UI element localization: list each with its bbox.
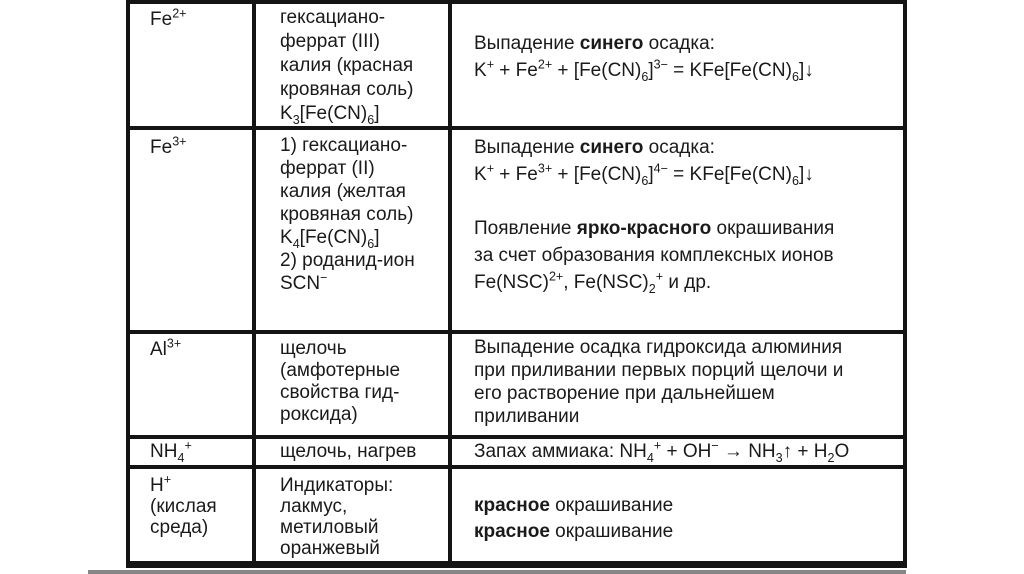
- text-line: Запах аммиака: $NH_4^+ + OH^-$ → $NH_3↑ + H_2O$: [474, 439, 850, 465]
- text-line: феррат (III): [280, 31, 380, 52]
- text-line: $K_4[Fe(CN)_6]$: [280, 227, 380, 251]
- text-line: (кислая: [150, 496, 217, 517]
- text-line: SCN−: [280, 270, 328, 294]
- text-line: красное окрашивание: [474, 495, 674, 516]
- text-line: Появление ярко-красного окрашивания: [474, 218, 835, 239]
- text-line: красное окрашивание: [474, 521, 674, 542]
- text-line: его растворение при дальнейшем: [474, 383, 775, 404]
- cell-fe2-reagent: [256, 4, 448, 126]
- text-line: $Fe^{2+}$: [150, 6, 187, 30]
- text-line: щелочь, нагрев: [280, 441, 417, 462]
- text-line: (амфотерные: [280, 360, 401, 381]
- text-line: Выпадение осадка гидроксида алюминия: [474, 337, 843, 358]
- text-line: щелочь: [280, 338, 347, 359]
- text-line: калия (желтая: [280, 181, 406, 202]
- page-bottom-edge-line: [88, 570, 906, 574]
- text-line: Fe(NSC)$^{2+}$, $Fe(NSC)_2^+$ и др.: [474, 269, 712, 296]
- text-line: роксида): [280, 404, 358, 425]
- text-line: Выпадение синего осадка:: [474, 33, 715, 54]
- cell-nh4-observation: [452, 439, 903, 465]
- text-line: гексациано-: [280, 7, 386, 28]
- text-line: метиловый: [280, 517, 379, 538]
- text-line: 1) гексациано-: [280, 135, 408, 156]
- text-line: $K^+ + Fe^{3+} + [Fe(CN)_6]^{4-}$ = $KFe[Fe(CN)_6]↓$: [474, 161, 814, 188]
- cell-fe2-observation: [452, 4, 903, 126]
- text-line: феррат (II): [280, 158, 375, 179]
- text-line: $Al^{3+}$: [150, 336, 182, 360]
- cell-fe3-reagent: [256, 130, 448, 330]
- text-line: за счет образования комплексных ионов: [474, 245, 834, 266]
- cell-h-reagent: [256, 469, 448, 561]
- text-line: Индикаторы:: [280, 475, 394, 496]
- text-line: калия (красная: [280, 55, 414, 76]
- text-line: кровяная соль): [280, 79, 414, 100]
- cell-fe3-observation: [452, 130, 903, 330]
- cell-al3-ion: [130, 334, 252, 435]
- text-line: лакмус,: [280, 496, 348, 517]
- cell-nh4-ion: [130, 439, 252, 465]
- cell-al3-reagent: [256, 334, 448, 435]
- text-line: $NH_4^+$: [150, 439, 192, 465]
- text-line: [474, 188, 899, 215]
- cell-fe3-ion: [130, 130, 252, 330]
- cell-h-ion: [130, 469, 252, 561]
- text-line: $K_3[Fe(CN)_6]$: [280, 103, 380, 126]
- text-line: Выпадение синего осадка:: [474, 137, 715, 158]
- text-line: H+: [150, 472, 172, 496]
- text-line: $Fe^{3+}$: [150, 134, 187, 158]
- text-line: $K^+ + Fe^{2+} + [Fe(CN)_6]^{3-}$ = $KFe[Fe(CN)_6]↓$: [474, 57, 814, 84]
- text-line: свойства гид-: [280, 382, 400, 403]
- text-line: оранжевый: [280, 538, 380, 559]
- text-line: при приливании первых порций щелочи и: [474, 360, 844, 381]
- text-line: приливании: [474, 406, 580, 427]
- cell-h-observation: [452, 469, 903, 561]
- text-line: кровяная соль): [280, 204, 414, 225]
- cell-al3-observation: [452, 334, 903, 435]
- cell-nh4-reagent: [256, 439, 448, 465]
- qualitative-reactions-table: [126, 0, 907, 568]
- text-line: среда): [150, 517, 209, 538]
- cell-fe2-ion: [130, 4, 252, 126]
- text-line: 2) роданид-ион: [280, 250, 415, 271]
